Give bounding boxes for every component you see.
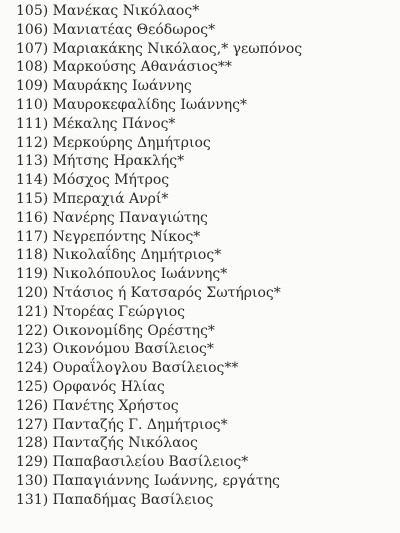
list-item: 122) Οικονομίδης Ορέστης*: [16, 322, 215, 339]
names-list: [16, 2, 302, 510]
list-item: 108) Μαρκούσης Αθανάσιος**: [16, 59, 232, 76]
list-item: 123) Οικονόμου Βασίλειος*: [16, 341, 214, 358]
list-item: 110) Μαυροκεφαλίδης Ιωάννης*: [16, 96, 247, 113]
list-item: 111) Μέκαλης Πάνος*: [16, 115, 176, 132]
list-item: 128) Πανταζής Νικόλαος: [16, 435, 198, 452]
list-item: 131) Παπαδήμας Βασίλειος: [16, 491, 214, 508]
list-item: 120) Ντάσιος ή Κατσαρός Σωτήριος*: [16, 284, 281, 301]
list-item: 124) Ουραΐλογλου Βασίλειος**: [16, 360, 239, 377]
list-item: 115) Μπεραχιά Ανρί*: [16, 190, 169, 207]
list-item: 106) Μανιατέας Θεόδωρος*: [16, 21, 216, 38]
list-item: 130) Παπαγιάννης Ιωάννης, εργάτης: [16, 472, 280, 489]
list-item: 113) Μήτσης Ηρακλής*: [16, 153, 185, 170]
list-item: 112) Μερκούρης Δημήτριος: [16, 134, 211, 151]
list-item: 109) Μαυράκης Ιωάννης: [16, 78, 192, 95]
list-item: 114) Μόσχος Μήτρος: [16, 172, 170, 189]
list-item: 117) Νεγρεπόντης Νίκος*: [16, 228, 201, 245]
list-item: 126) Πανέτης Χρήστος: [16, 397, 179, 414]
list-item: 116) Νανέρης Παναγιώτης: [16, 209, 208, 226]
list-item: 121) Ντορέας Γεώργιος: [16, 303, 186, 320]
list-item: 127) Πανταζής Γ. Δημήτριος*: [16, 416, 228, 433]
list-item: 129) Παπαβασιλείου Βασίλειος*: [16, 454, 249, 471]
list-item: 107) Μαριακάκης Νικόλαος,* γεωπόνος: [16, 40, 303, 57]
list-item: 119) Νικολόπουλος Ιωάννης*: [16, 266, 228, 283]
list-item: 125) Ορφανός Ηλίας: [16, 378, 165, 395]
list-item: 105) Μανέκας Νικόλαος*: [16, 3, 200, 19]
list-item: 118) Νικολαΐδης Δημήτριος*: [16, 247, 222, 264]
